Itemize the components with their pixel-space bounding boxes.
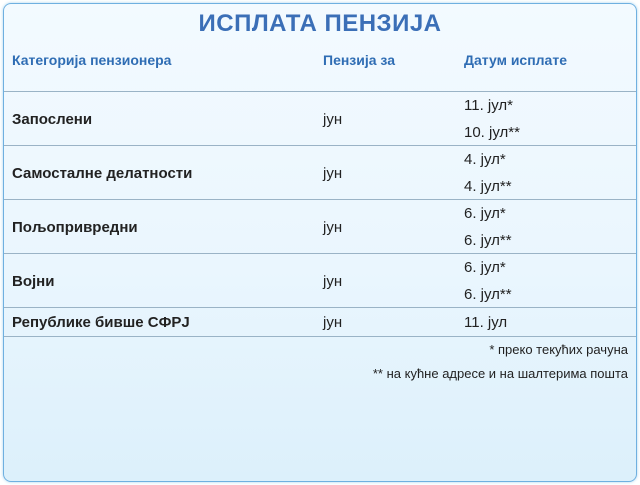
row-category-agricultural: Пољопривредни	[12, 219, 138, 236]
row-date-former-sfrj: 11. јул	[464, 314, 508, 331]
row-date-employed-2: 10. јул**	[464, 124, 520, 141]
header-category: Категорија пензионера	[12, 52, 172, 68]
divider	[4, 336, 636, 337]
row-category-self-employed: Самосталне делатности	[12, 165, 193, 182]
page-title: ИСПЛАТА ПЕНЗИЈА	[198, 10, 442, 37]
row-month-employed: јун	[323, 111, 343, 128]
divider	[4, 307, 636, 308]
row-date-agricultural-2: 6. јул**	[464, 232, 512, 249]
row-date-self-employed-2: 4. јул**	[464, 178, 512, 195]
divider	[4, 145, 636, 146]
row-date-military-2: 6. јул**	[464, 286, 512, 303]
row-category-former-sfrj: Републике бивше СФРЈ	[12, 314, 190, 331]
row-date-agricultural-1: 6. јул*	[464, 205, 506, 222]
divider	[4, 199, 636, 200]
row-month-former-sfrj: јун	[323, 314, 343, 331]
pension-table-card	[3, 3, 637, 482]
row-category-military: Војни	[12, 273, 55, 290]
row-month-self-employed: јун	[323, 165, 343, 182]
row-month-military: јун	[323, 273, 343, 290]
row-month-agricultural: јун	[323, 219, 343, 236]
divider	[4, 253, 636, 254]
row-date-military-1: 6. јул*	[464, 259, 506, 276]
row-date-self-employed-1: 4. јул*	[464, 151, 506, 168]
footnote-double: ** на кућне адресе и на шалтерима пошта	[372, 366, 628, 381]
row-category-employed: Запослени	[12, 111, 93, 128]
header-pension-for: Пензија за	[323, 52, 395, 68]
divider	[4, 91, 636, 92]
header-payment-date: Датум исплате	[464, 52, 567, 68]
footnote-single: * преко текућих рачуна	[489, 342, 628, 357]
row-date-employed-1: 11. јул*	[464, 97, 513, 114]
